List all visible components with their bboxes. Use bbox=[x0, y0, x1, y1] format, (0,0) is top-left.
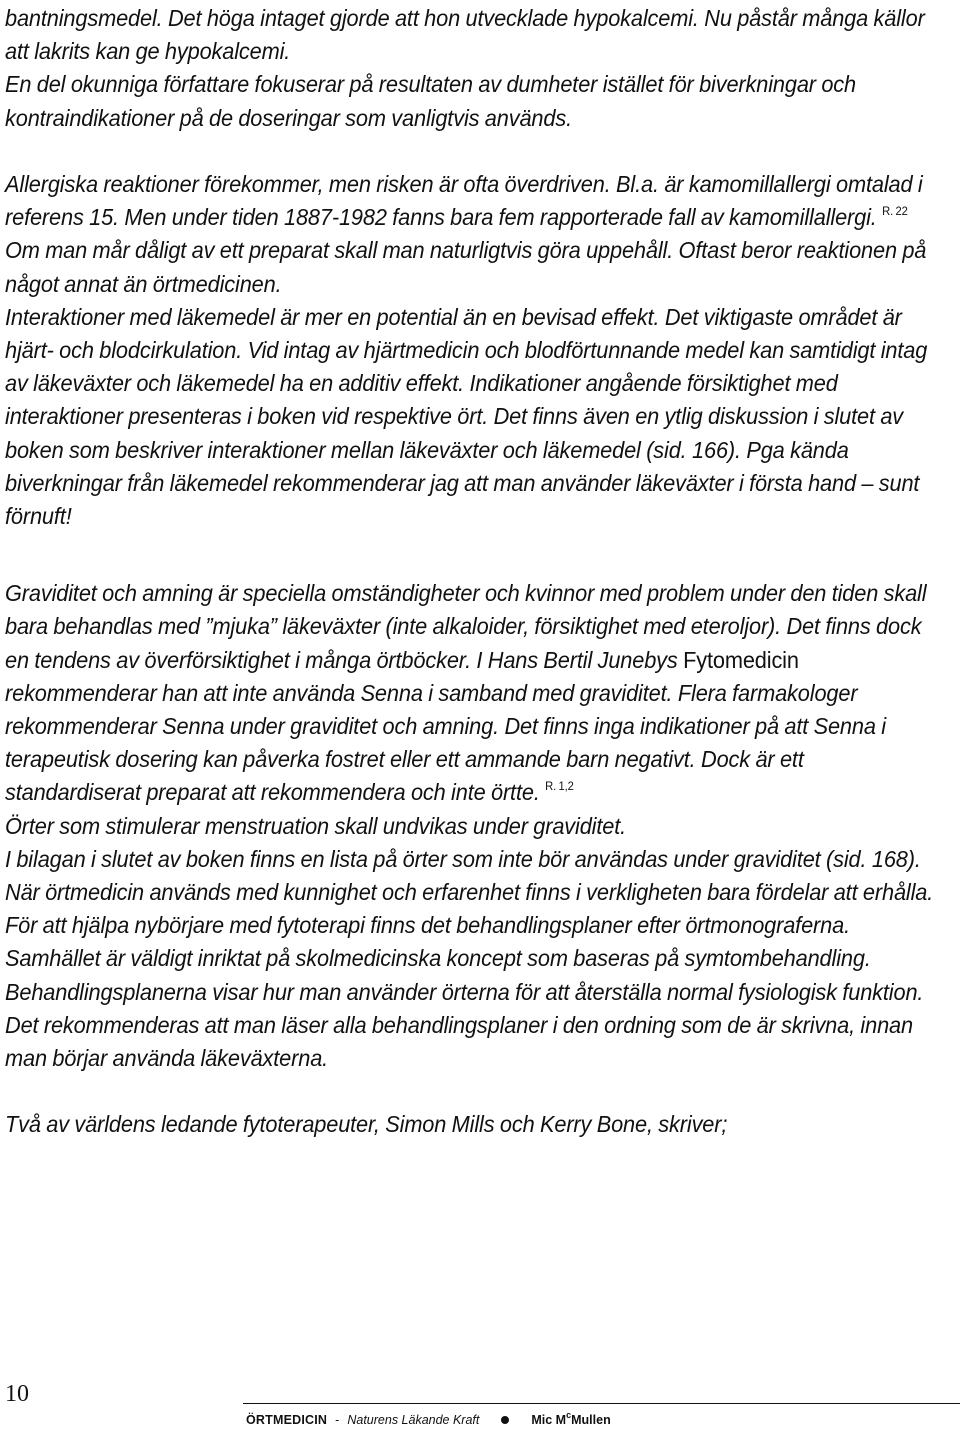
graviditet-text-a: Graviditet och amning är speciella omständigheter och kvinnor med problem under den tiden skall bara behandlas med ”mjuka” läkeväxter (inte alkaloider, försiktighet med eteroljor). Det finns dock en tendens av överförsiktighet i många örtböcker. I Hans Bertil Junebys bbox=[5, 580, 927, 673]
body-text bbox=[5, 2, 944, 1142]
author-suffix: Mullen bbox=[571, 1413, 611, 1427]
footer-separator: - bbox=[335, 1413, 340, 1427]
footer-author bbox=[531, 1410, 611, 1427]
paragraph-allergiska-reaktioner bbox=[5, 168, 944, 234]
page-number: 10 bbox=[5, 1381, 29, 1407]
paragraph-menstruation: Örter som stimulerar menstruation skall undvikas under graviditet. bbox=[5, 812, 627, 839]
blank-line bbox=[5, 135, 944, 168]
footer-divider bbox=[243, 1403, 960, 1404]
paragraph-uppehall: Om man mår dåligt av ett preparat skall man naturligtvis göra uppehåll. Oftast beror reaktionen på något annat än örtmedicinen. bbox=[5, 237, 927, 297]
paragraph-fytoterapeuter: Två av världens ledande fytoterapeuter, Simon Mills och Kerry Bone, skriver; bbox=[5, 1111, 728, 1138]
graviditet-text-b: rekommenderar han att inte använda Senna i samband med graviditet. Flera farmakologer rekommenderar Senna under graviditet och amning. Det finns inga indikationer på att Senna i terapeutisk dosering kan påverka fostret eller ett ammande barn negativt. Dock är ett standardiserat preparat att rekommendera och inte örtte. bbox=[5, 679, 886, 806]
paragraph-hypokalcemi: bantningsmedel. Det höga intaget gjorde att hon utvecklade hypokalcemi. Nu påstår många källor att lakrits kan ge hypokalcemi. bbox=[5, 5, 925, 65]
reference-marker: R. 22 bbox=[882, 204, 908, 219]
author-prefix: Mic M bbox=[531, 1413, 567, 1427]
reference-marker: R. 1,2 bbox=[545, 779, 574, 794]
blank-line bbox=[5, 1075, 944, 1108]
page-footer bbox=[246, 1410, 611, 1427]
footer-subtitle: Naturens Läkande Kraft bbox=[347, 1413, 480, 1427]
paragraph-okunniga-forfattare: En del okunniga författare fokuserar på resultaten av dumheter istället för biverkningar och kontraindikationer på de doseringar som vanligtvis används. bbox=[5, 71, 857, 131]
paragraph-bilagan: I bilagan i slutet av boken finns en lista på örter som inte bör användas under graviditet (sid. 168). bbox=[5, 845, 921, 872]
bullet-icon bbox=[501, 1416, 509, 1424]
paragraph-behandlingsplaner: När örtmedicin används med kunnighet och erfarenhet finns i verkligheten bara fördelar att erhålla. För att hjälpa nybörjare med fytoterapi finns det behandlingsplaner efter örtmonograferna. Samhället är väldigt inriktat på skolmedicinska koncept som baseras på symtombehandling. Behandlingsplanerna visar hur man använder örterna för att återställa normal fysiologisk funktion. Det rekommenderas att man läser alla behandlingsplaner i den ordning som de är skrivna, innan man börjar använda läkeväxterna. bbox=[5, 879, 934, 1072]
paragraph-graviditet-amning bbox=[5, 577, 944, 809]
paragraph-interaktioner: Interaktioner med läkemedel är mer en potential än en bevisad effekt. Det viktigaste området är hjärt- och blodcirkulation. Vid intag av hjärtmedicin och blodförtunnande medel kan samtidigt intag av läkeväxter och läkemedel ha en additiv effekt. Indikationer angående försiktighet med interaktioner presenteras i boken vid respektive ört. Det finns även en ytlig diskussion i slutet av boken som beskriver interaktioner mellan läkeväxter och läkemedel (sid. 166). Pga kända biverkningar från läkemedel rekommenderar jag att man använder läkeväxter i första hand – sunt förnuft! bbox=[5, 303, 928, 530]
allergi-text: Allergiska reaktioner förekommer, men risken är ofta överdriven. Bl.a. är kamomillallergi omtalad i referens 15. Men under tiden 1887-1982 fanns bara fem rapporterade fall av kamomillallergi. bbox=[5, 171, 923, 231]
blank-line bbox=[5, 533, 944, 577]
author-superscript: c bbox=[566, 1410, 572, 1420]
book-title-fytomedicin: Fytomedicin bbox=[683, 646, 799, 673]
footer-title: ÖRTMEDICIN bbox=[246, 1413, 328, 1427]
